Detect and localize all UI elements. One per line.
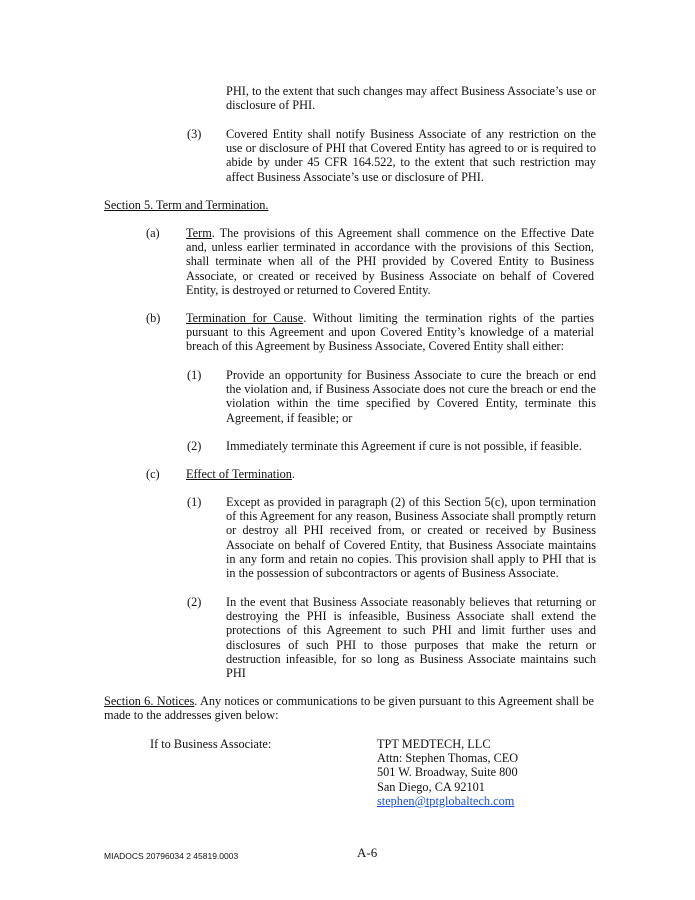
subsection-title: Term [186, 226, 212, 240]
subsection-body: . Without limiting the termination rights of the parties pursuant to this Agreement and upon Covered Entity’s knowledge of a material breach of this Agreement by Business Associate, Covered Entity shall either: [186, 311, 595, 354]
list-number: (1) [187, 495, 202, 509]
subsection-paragraph [186, 226, 594, 297]
list-number: (3) [187, 127, 202, 141]
continuation-paragraph: PHI, to the extent that such changes may affect Business Associate’s use or disclosure of PHI. [226, 84, 596, 113]
list-item-text: Covered Entity shall notify Business Associate of any restriction on the use or disclosure of PHI that Covered Entity has agreed to or is required to abide by under 45 CFR 164.522, to the extent that such restriction may affect Business Associate’s use or disclosure of PHI. [226, 127, 596, 184]
address-attn: Attn: Stephen Thomas, CEO [377, 751, 519, 766]
subsection-label: (a) [146, 226, 160, 240]
page-number: A-6 [357, 845, 378, 860]
section-heading: Section 5. Term and Termination. [104, 198, 269, 212]
subsection-body: . The provisions of this Agreement shall commence on the Effective Date and, unless earlier terminated in accordance with the provisions of this Section, shall terminate when all of the PHI provided by Covered Entity to Business Associate, or created or received by Business Associate on behalf of Covered Entity, is destroyed or returned to Covered Entity. [186, 226, 594, 297]
list-item-text: In the event that Business Associate reasonably believes that returning or destroying the PHI is infeasible, Business Associate shall extend the protections of this Agreement to such PHI and limit further uses and disclosures of such PHI to those purposes that make the return or destruction infeasible, for so long as Business Associate maintains such PHI [226, 595, 596, 681]
list-item-text: Except as provided in paragraph (2) of this Section 5(c), upon termination of this Agreement for any reason, Business Associate shall promptly return or destroy all PHI received from, or created or received by Business Associate on behalf of Covered Entity, that Business Associate maintains in any form and retain no copies. This provision shall apply to PHI that is in the possession of subcontractors or agents of Business Associate. [226, 495, 596, 581]
list-item-text: Immediately terminate this Agreement if cure is not possible, if feasible. [226, 439, 582, 453]
subsection-label: (b) [146, 311, 161, 325]
section-paragraph [104, 694, 594, 722]
section-body: . Any notices or communications to be given pursuant to this Agreement shall be made to the addresses given below: [104, 694, 594, 723]
subsection-body: . [291, 467, 295, 481]
subsection-paragraph [186, 311, 594, 354]
email-link[interactable]: stephen@tptglobaltech.com [377, 793, 515, 808]
address-city: San Diego, CA 92101 [377, 779, 485, 794]
address-company: TPT MEDTECH, LLC [377, 737, 491, 751]
subsection-paragraph [186, 467, 594, 481]
list-number: (2) [187, 595, 202, 609]
subsection-label: (c) [146, 467, 160, 481]
section-heading: Section 6. Notices [104, 694, 195, 708]
subsection-title: Effect of Termination [186, 467, 292, 481]
list-number: (1) [187, 368, 202, 382]
document-id: MIADOCS 20796034 2 45819.0003 [104, 851, 239, 861]
list-number: (2) [187, 439, 202, 453]
recipient-label: If to Business Associate: [150, 737, 272, 751]
address-street: 501 W. Broadway, Suite 800 [377, 765, 518, 780]
list-item-text: Provide an opportunity for Business Associate to cure the breach or end the violation and, if Business Associate does not cure the breach or end the violation within the time specified by Covered Entity, terminate this Agreement, if feasible; or [226, 368, 596, 425]
subsection-title: Termination for Cause [186, 311, 304, 325]
address-block [377, 737, 518, 808]
